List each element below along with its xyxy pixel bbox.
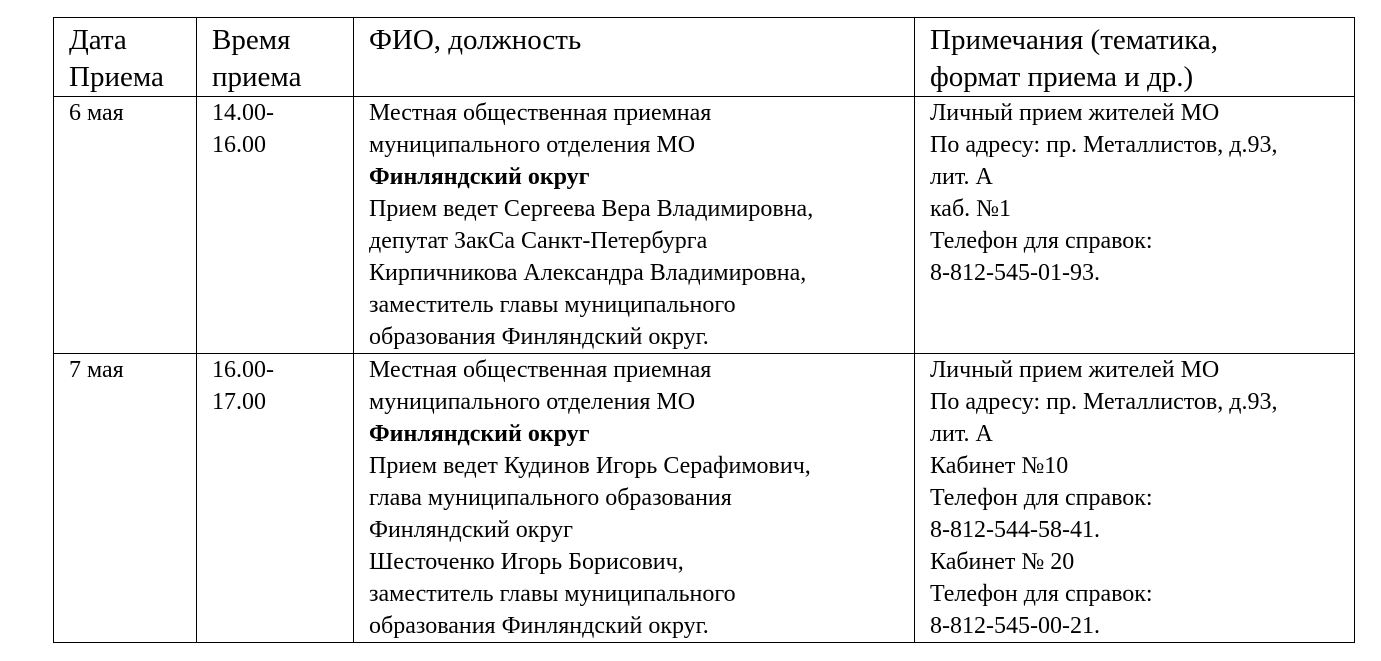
- notes-line: Телефон для справок:: [930, 581, 1153, 607]
- header-date-line: Дата: [69, 24, 127, 56]
- phone-number: 8-812-545-01-93.: [930, 260, 1100, 286]
- name-line: Кирпичникова Александра Владимировна,: [369, 260, 807, 286]
- notes-line: По адресу: пр. Металлистов, д.93,: [930, 389, 1278, 415]
- time-value: 14.00-: [212, 100, 274, 126]
- name-line: муниципального отделения МО: [369, 132, 696, 158]
- notes-line: лит. А: [930, 164, 993, 190]
- header-notes-line: Примечания (тематика,: [930, 24, 1218, 56]
- name-line: Местная общественная приемная: [369, 357, 712, 383]
- header-time: [197, 18, 354, 97]
- header-name: [354, 18, 915, 97]
- name-line: Прием ведет Сергеева Вера Владимировна,: [369, 196, 814, 222]
- district-name: Финляндский округ: [369, 421, 590, 447]
- header-date: [54, 18, 197, 97]
- header-notes-line: формат приема и др.): [930, 61, 1194, 93]
- notes-line: Личный прием жителей МО: [930, 357, 1220, 383]
- notes-line: Личный прием жителей МО: [930, 100, 1220, 126]
- date-cell: [54, 354, 197, 643]
- date-value: 6 мая: [69, 100, 124, 126]
- name-line: глава муниципального образования: [369, 485, 732, 511]
- time-value: 17.00: [212, 389, 266, 415]
- header-notes: [915, 18, 1355, 97]
- name-line: заместитель главы муниципального: [369, 292, 736, 318]
- name-line: заместитель главы муниципального: [369, 581, 736, 607]
- table-row: [54, 354, 1355, 643]
- notes-line: По адресу: пр. Металлистов, д.93,: [930, 132, 1278, 158]
- date-value: 7 мая: [69, 357, 124, 383]
- date-cell: [54, 97, 197, 354]
- notes-cell: [915, 97, 1355, 354]
- reception-schedule-table: [53, 17, 1355, 643]
- notes-line: Телефон для справок:: [930, 485, 1153, 511]
- name-line: образования Финляндский округ.: [369, 613, 709, 639]
- notes-line: Кабинет №10: [930, 453, 1069, 479]
- header-date-line: Приема: [69, 61, 164, 93]
- time-value: 16.00: [212, 132, 266, 158]
- name-line: Местная общественная приемная: [369, 100, 712, 126]
- header-time-line: приема: [212, 61, 302, 93]
- notes-line: Телефон для справок:: [930, 228, 1153, 254]
- name-line: депутат ЗакСа Санкт-Петербурга: [369, 228, 708, 254]
- header-name-line: ФИО, должность: [369, 24, 582, 56]
- header-time-line: Время: [212, 24, 291, 56]
- table-row: [54, 97, 1355, 354]
- time-cell: [197, 354, 354, 643]
- notes-line: Кабинет № 20: [930, 549, 1075, 575]
- time-value: 16.00-: [212, 357, 274, 383]
- district-name: Финляндский округ: [369, 164, 590, 190]
- name-line: Прием ведет Кудинов Игорь Серафимович,: [369, 453, 811, 479]
- notes-line: каб. №1: [930, 196, 1012, 222]
- notes-cell: [915, 354, 1355, 643]
- name-line: образования Финляндский округ.: [369, 324, 709, 350]
- phone-number: 8-812-545-00-21.: [930, 613, 1100, 639]
- name-line: Шесточенко Игорь Борисович,: [369, 549, 684, 575]
- notes-line: лит. А: [930, 421, 993, 447]
- table-header-row: [54, 18, 1355, 97]
- name-line: муниципального отделения МО: [369, 389, 696, 415]
- name-line: Финляндский округ: [369, 517, 573, 543]
- phone-number: 8-812-544-58-41.: [930, 517, 1100, 543]
- name-cell: [354, 354, 915, 643]
- time-cell: [197, 97, 354, 354]
- name-cell: [354, 97, 915, 354]
